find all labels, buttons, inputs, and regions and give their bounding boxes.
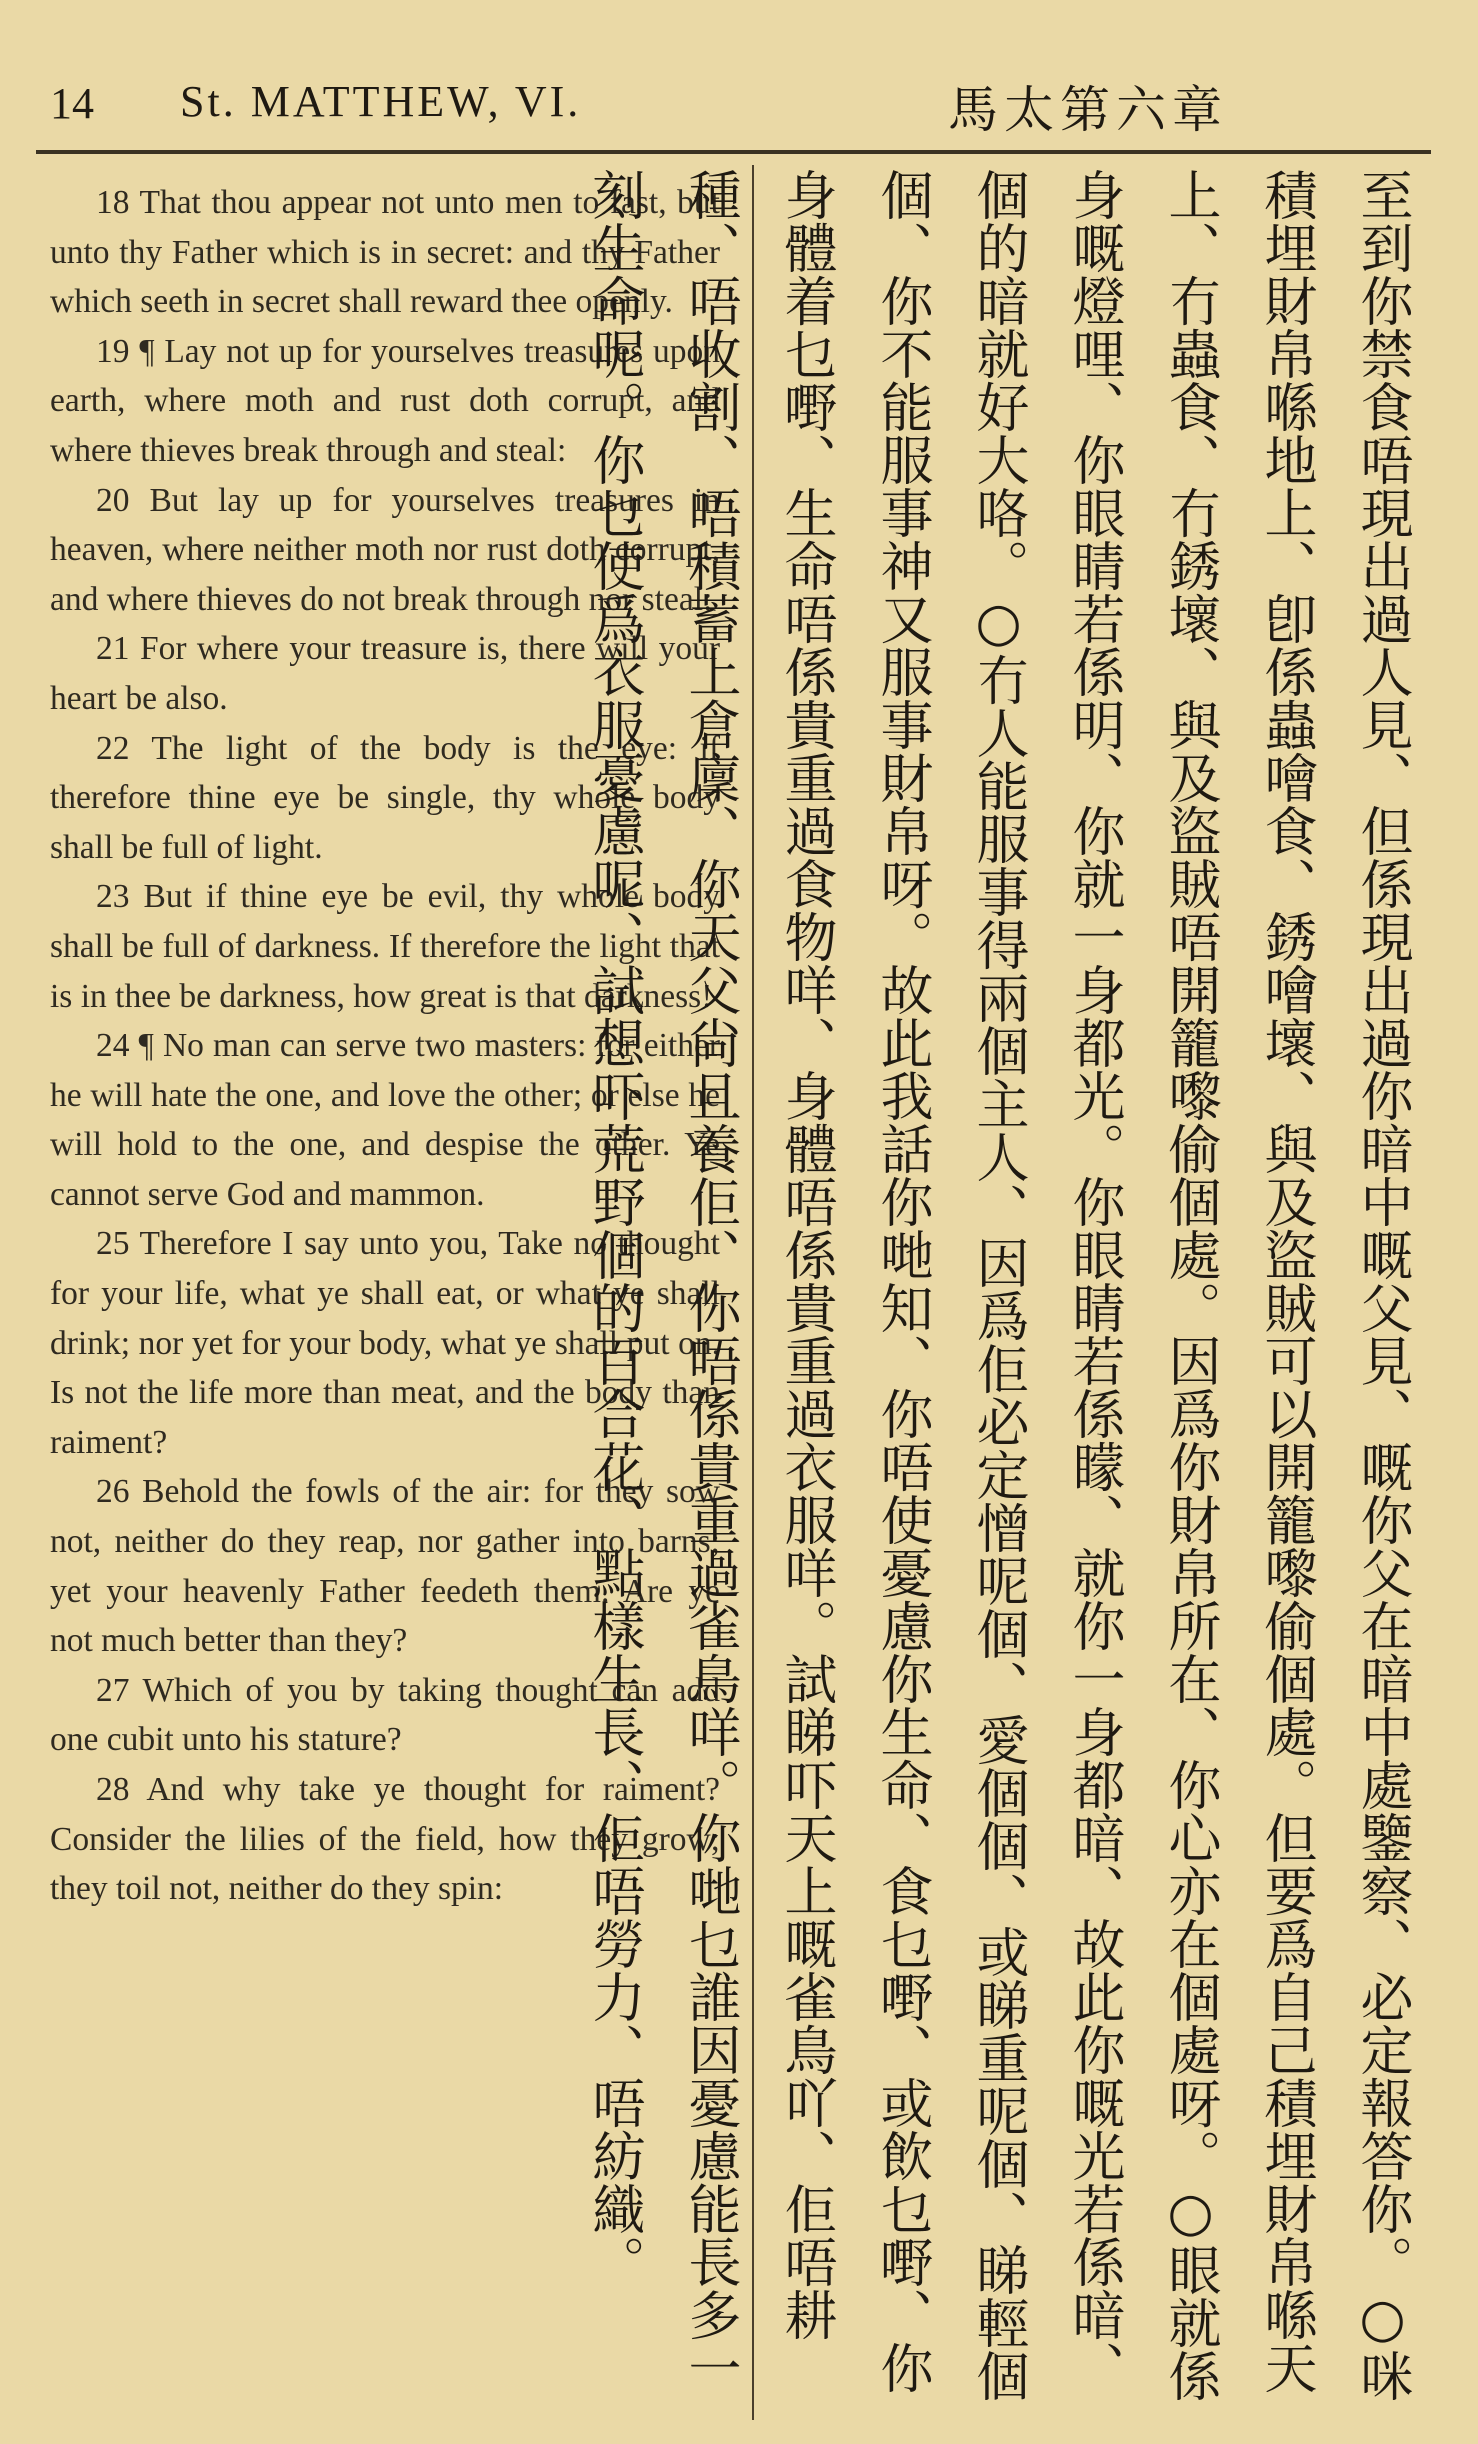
verse-24: 24 ¶ No man can serve two masters: for either he will hate the one, and love the other; or else he will hold to the one, and despise the other. Ye cannot serve God and mammon. bbox=[50, 1027, 720, 1213]
chinese-column bbox=[584, 168, 1430, 2418]
chinese-text: 至到你禁食唔現出過人見、但係現出過你暗中嘅父見、嘅你父在暗中處鑒察、必定報答你。○咪積埋財帛喺地上、卽係蟲噲食、銹噲壞、與及盜賊可以開籠嚟偷個處。但要爲自己積埋財帛喺天上、冇蟲食、冇銹壞、與及盜賊唔開籠嚟偷個處。因爲你財帛所在、你心亦在個處呀。○眼就係身嘅燈哩、你眼睛若係明、你就一身都光。你眼睛若係矇、就你一身都暗、故此你嘅光若係暗、個的暗就好大咯。○冇人能服事得兩個主人、因爲佢必定憎呢個、愛個個、或睇重呢個、睇輕個個、你不能服事神又服事財帛呀。故此我話你哋知、你唔使憂慮你生命、食乜嘢、或飲乜嘢、你身體着乜嘢、生命唔係貴重過食物咩、身體唔係貴重過衣服咩。試睇吓天上嘅雀鳥吖、佢唔耕種、唔收割、唔積蓄上倉廩、你天父尙且養佢、你唔係貴重過雀鳥咩。你哋乜誰因憂慮能長多一刻生命呢。你乜使爲衣服憂慮呢、試想吓荒野個的百合花、點樣生長、佢唔勞力、唔紡織。 bbox=[584, 168, 1413, 2402]
verse-26: 26 Behold the fowls of the air: for they sow not, neither do they reap, nor gather into barns; yet your heavenly Father feedeth them. Are ye not much better than they? bbox=[50, 1473, 720, 1660]
running-title: St. MATTHEW, VI. bbox=[180, 77, 582, 126]
verse-19: 19 ¶ Lay not up for yourselves treasures upon earth, where moth and rust doth corrupt, and where thieves break through and steal: bbox=[50, 332, 720, 469]
verse-25: 25 Therefore I say unto you, Take no thought for your life, what ye shall eat, or what ye shall drink; nor yet for your body, what ye shall put on. Is not the life more than meat, and the body than raiment? bbox=[50, 1225, 720, 1461]
chinese-running-title: 馬太第六章 bbox=[948, 81, 1228, 139]
verse-27: 27 Which of you by taking thought can add one cubit unto his stature? bbox=[50, 1671, 720, 1759]
verse-18: 18 That thou appear not unto men to fast, but unto thy Father which is in secret: and thy Father which seeth in secret shall reward thee openly. bbox=[50, 184, 720, 321]
verse-21: 21 For where your treasure is, there will your heart be also. bbox=[50, 630, 720, 717]
page-header bbox=[0, 0, 1478, 160]
page-number: 14 bbox=[50, 79, 94, 128]
verse-23: 23 But if thine eye be evil, thy whole body shall be full of darkness. If therefore the light that is in thee be darkness, how great is that darkness! bbox=[50, 878, 720, 1015]
verse-28: 28 And why take ye thought for raiment? Consider the lilies of the field, how they grow; they toil not, neither do they spin: bbox=[50, 1771, 720, 1908]
verse-22: 22 The light of the body is the eye: if therefore thine eye be single, thy whole body shall be full of light. bbox=[50, 729, 720, 866]
header-rule bbox=[36, 150, 1431, 154]
verse-20: 20 But lay up for yourselves treasures in heaven, where neither moth nor rust doth corrupt, and where thieves do not break through nor steal: bbox=[50, 481, 720, 618]
